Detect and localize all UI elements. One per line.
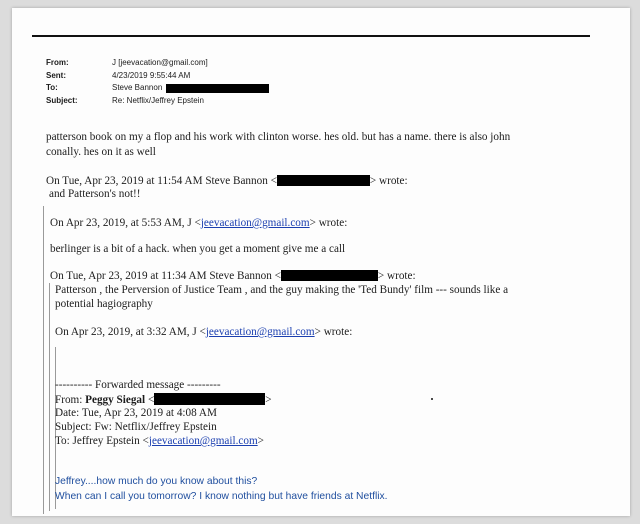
quote-header-4-prefix: On Apr 23, 2019, at 3:32 AM, J < (55, 326, 206, 338)
sent-label: Sent: (46, 70, 66, 80)
quote-text-2: berlinger is a bit of a hack. when you get a moment give me a call (50, 243, 346, 255)
from-row (46, 57, 269, 70)
quote-header-1-suffix: > wrote: (369, 175, 408, 187)
subject-value: Re: Netflix/Jeffrey Epstein (112, 95, 204, 105)
redaction-box (154, 393, 265, 405)
subject-label: Subject: (46, 95, 78, 105)
subject-row (46, 95, 269, 108)
quote-header-4-suffix: > wrote: (314, 326, 353, 338)
to-row (46, 82, 269, 95)
redaction-box (277, 175, 370, 186)
from-label: From: (46, 58, 69, 67)
forwarded-from-close: > (265, 394, 272, 406)
to-label: To: (46, 83, 58, 92)
forwarded-from-name: Peggy Siegal (85, 394, 146, 406)
quote-text-3-line-2: potential hagiography (55, 298, 153, 310)
to-value: Steve Bannon (112, 83, 163, 92)
sent-value: 4/23/2019 9:55:44 AM (112, 70, 191, 80)
sent-row (46, 70, 269, 83)
email-link[interactable]: jeevacation@gmail.com (205, 326, 315, 338)
forwarded-from-label: From: (55, 394, 86, 406)
stray-mark (431, 398, 433, 400)
reply-line-2: conally. hes on it as well (46, 146, 156, 158)
redaction-box (281, 270, 378, 281)
quote-text-1: and Patterson's not!! (49, 188, 141, 200)
email-link[interactable]: jeevacation@gmail.com (200, 217, 310, 229)
reply-line-1: patterson book on my a flop and his work with clinton worse. hes old. but has a name. there is also john (46, 131, 511, 143)
message-line-2: When can I call you tomorrow? I know nothing but have friends at Netflix. (55, 491, 388, 502)
quote-header-2 (50, 217, 347, 230)
quote-header-2-prefix: On Apr 23, 2019, at 5:53 AM, J < (50, 217, 201, 229)
quote-header-2-suffix: > wrote: (309, 217, 348, 229)
quote-text-3-line-1: Patterson , the Perversion of Justice Team , and the guy making the 'Ted Bundy' film --- sounds like a (55, 284, 509, 296)
email-header (46, 57, 269, 107)
forwarded-to-suffix: > (257, 435, 264, 447)
forwarded-from (55, 393, 272, 407)
quote-bar-2 (49, 283, 50, 511)
redaction-box (166, 84, 269, 93)
forwarded-to-prefix: To: Jeffrey Epstein < (55, 435, 149, 447)
email-link[interactable]: jeevacation@gmail.com (148, 435, 258, 447)
forwarded-from-open: < (145, 394, 155, 406)
quote-header-4 (55, 326, 352, 339)
forwarded-to (55, 435, 264, 448)
quote-header-3-prefix: On Tue, Apr 23, 2019 at 11:34 AM Steve Bannon < (50, 270, 281, 282)
from-value: J [jeevacation@gmail.com] (112, 58, 208, 67)
quote-header-3-suffix: > wrote: (377, 270, 416, 282)
quote-header-1 (46, 175, 408, 188)
quote-bar-1 (43, 206, 44, 514)
quote-header-1-prefix: On Tue, Apr 23, 2019 at 11:54 AM Steve Bannon < (46, 175, 277, 187)
message-line-1: Jeffrey....how much do you know about this? (55, 476, 258, 487)
header-divider (32, 35, 590, 37)
quote-header-3 (50, 270, 416, 283)
forwarded-subject: Subject: Fw: Netflix/Jeffrey Epstein (55, 421, 217, 433)
forwarded-date: Date: Tue, Apr 23, 2019 at 4:08 AM (55, 407, 217, 419)
forwarded-marker: ---------- Forwarded message --------- (55, 379, 221, 391)
